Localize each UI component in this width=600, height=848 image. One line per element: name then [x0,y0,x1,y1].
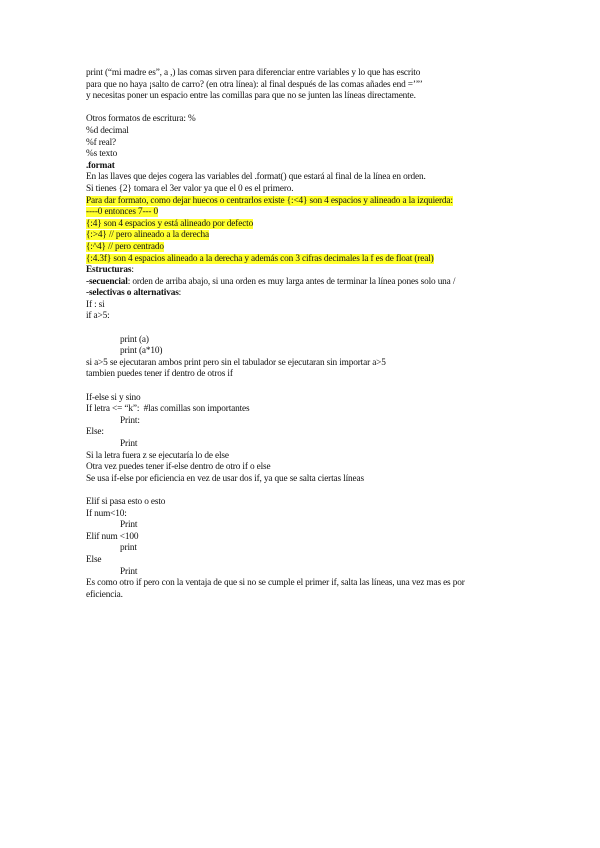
text-line [86,532,516,544]
text-line [86,196,516,208]
blank-line [86,381,516,393]
line-text: %s texto [86,149,118,160]
text-line [86,578,516,590]
text-line [86,91,516,103]
line-text: Es como otro if pero con la ventaja de que si no se cumple el primer if, salta las líneas, una vez mas es por [86,578,465,589]
text-line [86,416,516,428]
highlighted-text: {:4.3f} son 4 espacios alineado a la derecha y además con 3 cifras decimales la f es de float (real) [86,253,434,264]
line-text: si a>5 se ejecutaran ambos print pero sin el tabulador se ejecutaran sin importar a>5 [86,357,386,368]
line-rest: : orden de arriba abajo, si una orden es muy larga antes de terminar la línea pones solo una / [127,276,456,287]
text-line [86,462,516,474]
line-text: if a>5: [86,311,110,322]
line-text: If-else si y sino [86,392,141,403]
text-line-heading [86,265,516,277]
line-text: Print: [120,415,140,426]
line-text: Else [86,554,102,565]
line-text: eficiencia. [86,589,123,600]
line-text: y necesitas poner un espacio entre las comillas para que no se junten las líneas directamente. [86,91,416,102]
line-text: Si tienes {2} tomara el 3er valor ya que el 0 es el primero. [86,183,294,194]
highlighted-text: {:>4} // pero alineado a la derecha [86,230,210,241]
text-line [86,509,516,521]
highlighted-text: ----0 entonces 7--- 0 [86,207,158,218]
text-line [86,254,516,266]
line-text: print (“mi madre es”, a ,) las comas sirven para diferenciar entre variables y lo que has escrito [86,68,421,78]
text-line [86,68,516,80]
text-line [86,358,516,370]
line-text: Se usa if-else por eficiencia en vez de usar dos if, ya que se salta ciertas líneas [86,473,364,484]
line-text: Elif si pasa esto o esto [86,496,166,507]
text-line [86,149,516,161]
text-line [86,427,516,439]
text-line [86,230,516,242]
text-line [86,346,516,358]
line-rest: : [131,265,134,276]
text-line [86,114,516,126]
line-text: %d decimal [86,125,129,136]
line-text: Otros formatos de escritura: % [86,114,196,125]
bold-term: -secuencial [86,276,128,287]
line-rest: : [178,288,182,299]
text-line [86,300,516,312]
highlighted-text: {:^4} // pero centrado [86,241,164,252]
text-line-heading [86,277,516,289]
line-text: .format [86,160,115,171]
text-line [86,161,516,173]
text-line [86,393,516,405]
text-line [86,451,516,463]
text-line-heading [86,288,516,300]
text-line [86,474,516,486]
highlighted-text: {:4} son 4 espacios y está alineado por defecto [86,218,254,229]
text-line [86,219,516,231]
text-line [86,172,516,184]
line-text: Print [120,566,138,577]
blank-line [86,485,516,497]
text-line [86,543,516,555]
line-text: If : si [86,299,105,310]
blank-line [86,103,516,115]
text-line [86,242,516,254]
highlighted-text: Para dar formato, como dejar huecos o centrarlos existe {:<4} son 4 espacios y alineado a la izquierda: [86,195,453,206]
text-line [86,335,516,347]
text-line [86,126,516,138]
line-text: Elif num <100 [86,531,139,542]
blank-line [86,323,516,335]
line-text: Otra vez puedes tener if-else dentro de otro if o else [86,462,271,473]
text-line [86,207,516,219]
text-line [86,555,516,567]
line-text: If num<10: [86,508,127,519]
line-text: En las llaves que dejes cogera las variables del .format() que estará al final de la línea en orden. [86,172,426,183]
line-text: Print [120,439,138,449]
text-line [86,184,516,196]
line-text: print (a) [120,334,149,345]
document-page [86,68,516,601]
text-line [86,567,516,579]
line-text: Print [120,520,138,531]
bold-term: -selectivas o alternativas [86,288,179,299]
line-text: Si la letra fuera z se ejecutaría lo de else [86,450,229,461]
text-line [86,520,516,532]
line-text: print (a*10) [120,346,163,357]
text-line [86,311,516,323]
bold-term: Estructuras [86,265,132,276]
text-line [86,590,516,602]
text-line [86,404,516,416]
text-line [86,80,516,92]
line-text: tambien puedes tener if dentro de otros if [86,369,233,380]
line-text: print [120,543,137,554]
line-text: If letra <= “k”: #las comillas son importantes [86,404,250,415]
text-line [86,138,516,150]
line-text: para que no haya ¡salto de carro? (en otra línea): al final después de las comas añades end =’”’ [86,79,423,90]
text-line [86,369,516,381]
text-line [86,497,516,509]
line-text: %f real? [86,137,117,148]
text-line [86,439,516,451]
line-text: Else: [86,427,104,438]
